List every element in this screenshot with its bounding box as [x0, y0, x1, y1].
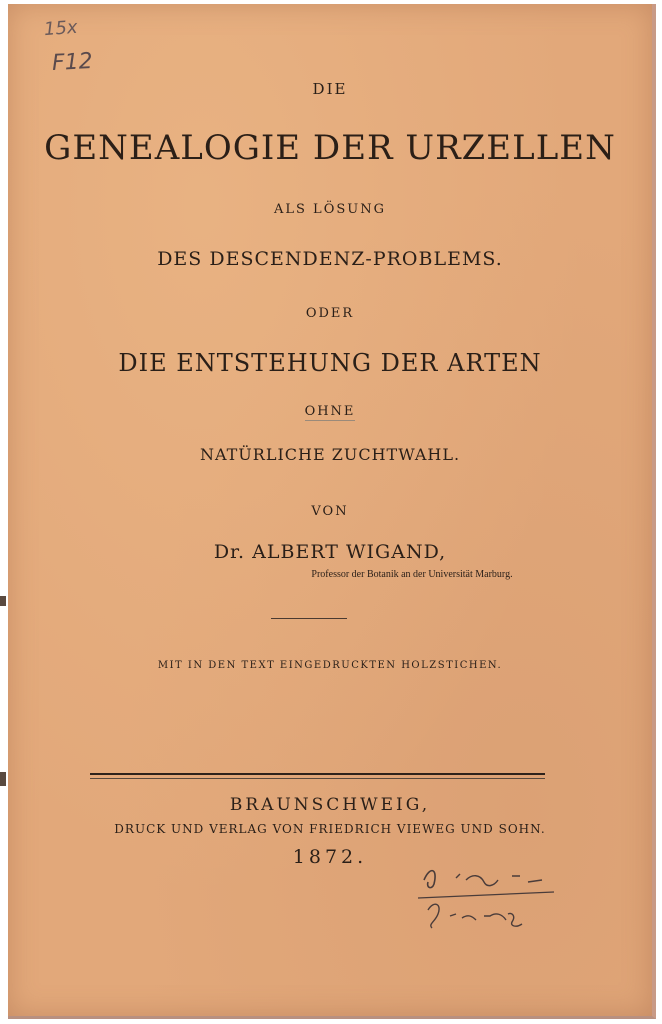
- illustrations-note: MIT IN DEN TEXT EINGEDRUCKTEN HOLZSTICHEN.: [157, 660, 503, 671]
- edge-stain: [0, 596, 6, 606]
- subtitle-descendenz: DES DESCENDENZ-PROBLEMS.: [157, 248, 503, 270]
- subtitle-zuchtwahl: NATÜRLICHE ZUCHTWAHL.: [199, 445, 461, 464]
- imprint-city: BRAUNSCHWEIG,: [229, 795, 431, 815]
- main-title: GENEALOGIE DER URZELLEN: [44, 128, 616, 168]
- author-prefix: Dr.: [213, 541, 246, 563]
- imprint-divider: [90, 773, 545, 779]
- edge-stain: [0, 772, 6, 786]
- short-divider: [271, 618, 347, 619]
- handwritten-signature: [404, 858, 574, 938]
- alternate-title: DIE ENTSTEHUNG DER ARTEN: [118, 349, 542, 377]
- subtitle-ohne: [8, 404, 652, 419]
- author-affiliation-line: [8, 569, 652, 580]
- author-affiliation: Professor der Botanik an der Universität Marburg.: [311, 569, 513, 580]
- subtitle-als-losung: ALS LÖSUNG: [274, 202, 386, 217]
- author-line: [8, 541, 652, 563]
- imprint-publisher: DRUCK UND VERLAG VON FRIEDRICH VIEWEG UND SOHN.: [114, 822, 546, 836]
- pencil-note-shelfmark: F12: [51, 48, 94, 77]
- subtitle-oder: ODER: [305, 306, 355, 321]
- title-article: DIE: [312, 80, 348, 98]
- pencil-note-top: 15x: [43, 16, 79, 41]
- imprint-year: 1872.: [292, 846, 368, 868]
- ohne-word: OHNE: [304, 404, 356, 419]
- book-cover: [8, 4, 656, 1019]
- author-name: ALBERT WIGAND,: [252, 541, 447, 563]
- author-von: VON: [311, 504, 349, 519]
